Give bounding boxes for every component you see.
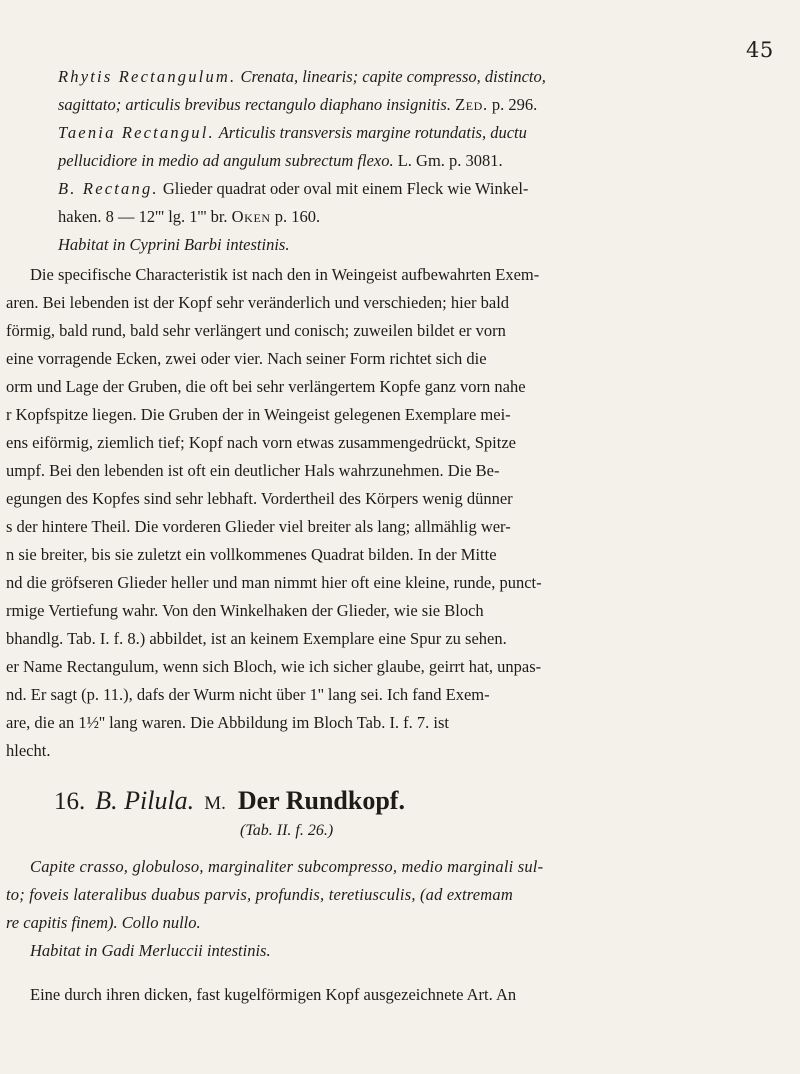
body-line: hlecht. (6, 741, 51, 760)
body-line: egungen des Kopfes sind sehr lebhaft. Vordertheil des Körpers wenig dünner (6, 489, 513, 508)
body-line: er Name Rectangulum, wenn sich Bloch, wie ich sicher glaube, geirrt hat, unpas- (6, 657, 542, 676)
body-line: Eine durch ihren dicken, fast kugelförmigen Kopf ausgezeichnete Art. An (30, 985, 517, 1004)
synonym-name: Taenia Rectangul. (58, 123, 215, 142)
species-german-name: Der Rundkopf. (237, 786, 405, 815)
synonym-text: Crenata, linearis; capite compresso, distincto, (236, 67, 546, 86)
species-heading (54, 786, 405, 816)
body-line: s der hintere Theil. Die vorderen Glieder viel breiter als lang; allmählig wer- (6, 517, 511, 536)
body-line: nd. Er sagt (p. 11.), dafs der Wurm nicht über 1'' lang sei. Ich fand Exem- (6, 685, 490, 704)
citation: p. 160. (270, 207, 321, 226)
diagnosis-line: to; foveis lateralibus duabus parvis, profundis, teretiusculis, (ad extremam (6, 885, 513, 904)
synonym-line-4 (58, 150, 503, 172)
species-gender: M. (204, 793, 226, 814)
author-ref: Zed. (455, 95, 488, 114)
body-line: förmig, bald rund, bald sehr verlängert und conisch; zuweilen bildet er vorn (6, 321, 506, 340)
body-line: r Kopfspitze liegen. Die Gruben der in Weingeist gelegenen Exemplare mei- (6, 405, 511, 424)
species-latin-name: B. Pilula. (95, 786, 195, 815)
body-line: orm und Lage der Gruben, die oft bei sehr verlängertem Kopfe ganz vorn nahe (6, 377, 526, 396)
synonym-text: haken. 8 — 12''' lg. 1''' br. (58, 207, 232, 226)
synonym-line-1 (58, 66, 546, 88)
citation: p. 296. (487, 95, 538, 114)
species-number: 16. (54, 788, 86, 815)
body-line: are, die an 1½'' lang waren. Die Abbildung im Bloch Tab. I. f. 7. ist (6, 713, 450, 732)
synonym-line-5 (58, 178, 528, 200)
body-line: eine vorragende Ecken, zwei oder vier. Nach seiner Form richtet sich die (6, 349, 487, 368)
body-line: bhandlg. Tab. I. f. 8.) abbildet, ist an keinem Exemplare eine Spur zu sehen. (6, 629, 507, 648)
body-line: n sie breiter, bis sie zuletzt ein vollkommenes Quadrat bilden. In der Mitte (6, 545, 497, 564)
body-line: Die specifische Characteristik ist nach den in Weingeist aufbewahrten Exem- (30, 265, 540, 284)
body-line: rmige Vertiefung wahr. Von den Winkelhaken der Glieder, wie sie Bloch (6, 601, 484, 620)
synonym-text: sagittato; articulis brevibus rectangulo diaphano insignitis. (58, 95, 451, 114)
habitat-line: Habitat in Gadi Merluccii intestinis. (30, 941, 271, 960)
body-line: aren. Bei lebenden ist der Kopf sehr veränderlich und verschieden; hier bald (6, 293, 510, 312)
synonym-text: Glieder quadrat oder oval mit einem Fleck wie Winkel- (158, 179, 529, 198)
body-line: umpf. Bei den lebenden ist oft ein deutlicher Hals wahrzunehmen. Die Be- (6, 461, 500, 480)
synonym-text: pellucidiore in medio ad angulum subrectum flexo. (58, 151, 394, 170)
citation: L. Gm. p. 3081. (393, 151, 503, 170)
author-ref: Oken (231, 207, 271, 226)
synonym-line-6 (58, 206, 320, 228)
figure-reference: (Tab. II. f. 26.) (240, 822, 334, 839)
page-number: 45 (746, 38, 774, 62)
synonym-line-3 (58, 122, 527, 144)
diagnosis-line: re capitis finem). Collo nullo. (6, 913, 201, 932)
diagnosis-line: Capite crasso, globuloso, marginaliter subcompresso, medio marginali sul- (30, 857, 544, 876)
body-line: nd die gröfseren Glieder heller und man nimmt hier oft eine kleine, runde, punct- (6, 573, 542, 592)
synonym-name: B. Rectang. (58, 179, 159, 198)
synonym-name: Rhytis Rectangulum. (58, 67, 237, 86)
synonym-text: Articulis transversis margine rotundatis, ductu (214, 123, 527, 142)
body-line: ens eiförmig, ziemlich tief; Kopf nach vorn etwas zusammengedrückt, Spitze (6, 433, 516, 452)
synonym-line-2 (58, 94, 537, 116)
habitat-line: Habitat in Cyprini Barbi intestinis. (58, 235, 290, 254)
